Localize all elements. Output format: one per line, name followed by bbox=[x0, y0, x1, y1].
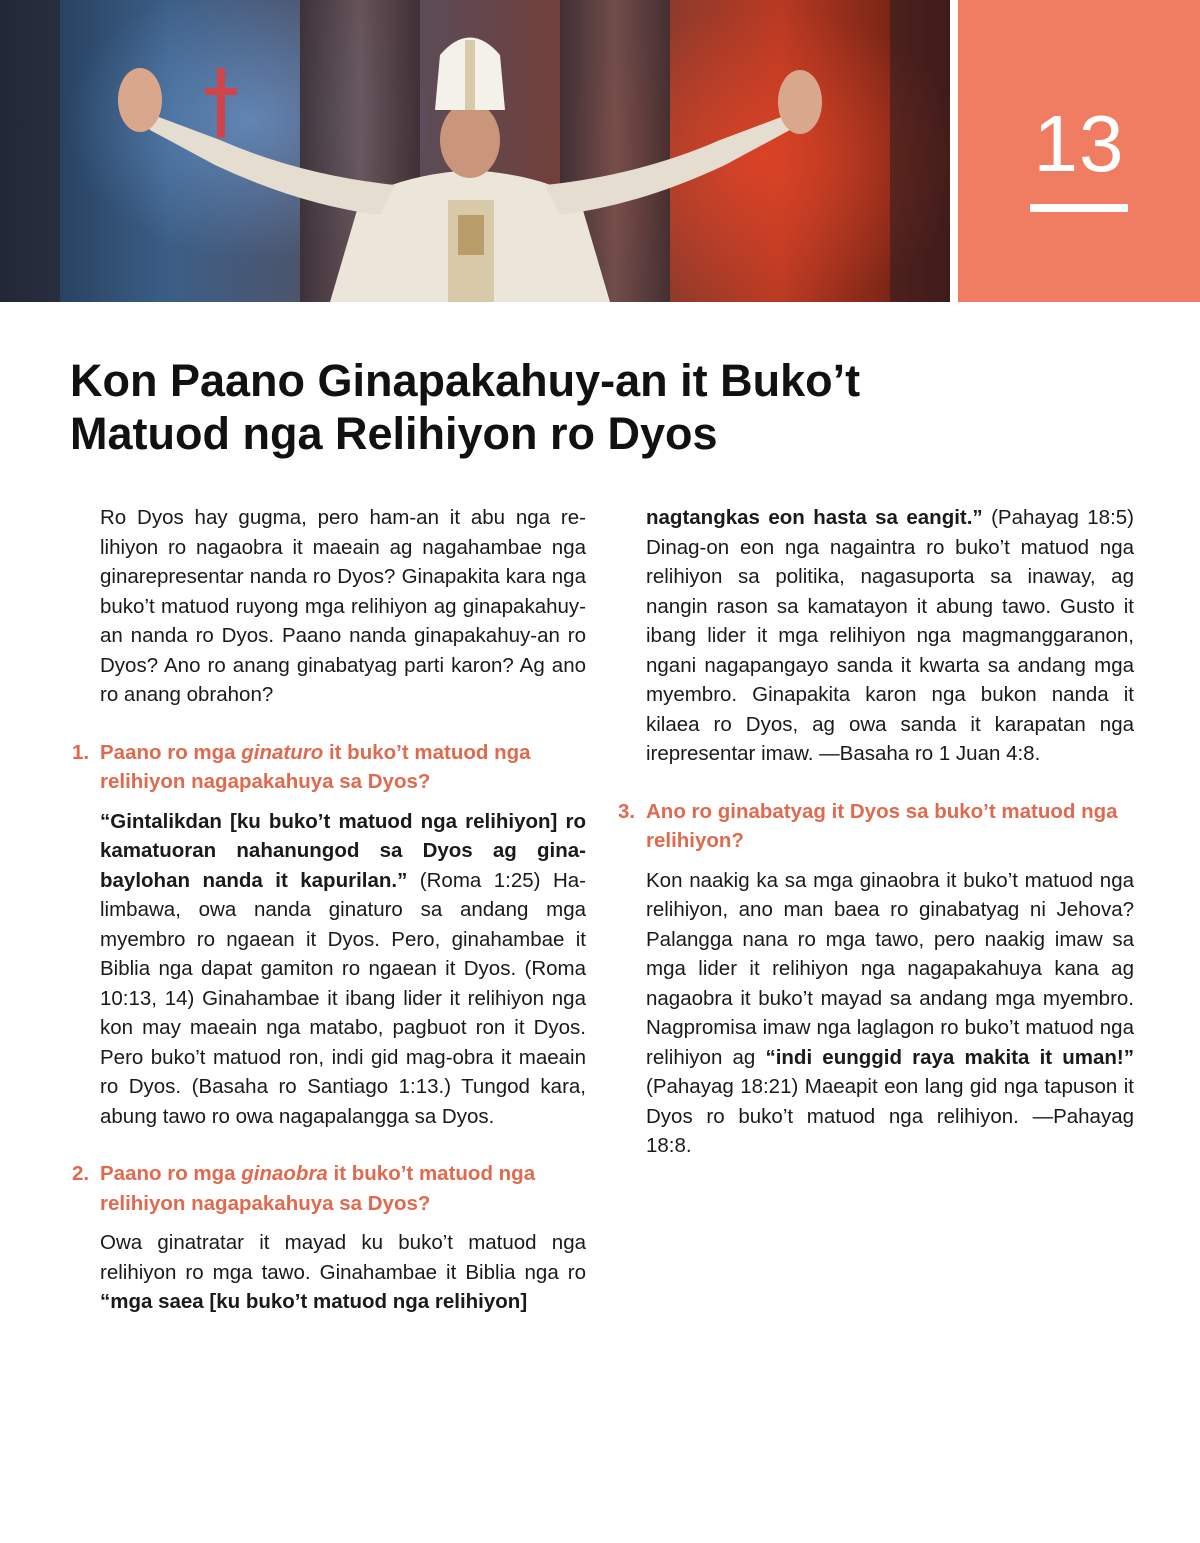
question-number: 1. bbox=[72, 740, 90, 764]
question-number: 3. bbox=[618, 799, 636, 823]
lesson-number-panel bbox=[958, 0, 1200, 302]
question-number: 2. bbox=[72, 1162, 90, 1185]
page-title-line-2: Matuod nga Relihiyon ro Dyos bbox=[70, 408, 718, 459]
lesson-number-underline bbox=[1030, 204, 1128, 212]
right-column bbox=[618, 503, 1134, 1161]
answer-paragraph-1: “Gintalikdan [ku buko’t matuod nga relihiyon] ro kamatuoran nahanungod sa Dyos ag ginabaylohan nanda it kapurilan.” (Roma 1:25) Halimbawa, owa nanda ginaturo sa andang mga myembro ro ngaean it Dyos. Pero, ginahambae it Biblia nga dapat gamiton ro ngaean it Dyos. (Roma 10:13, 14) Ginahambae it ibang lider it relihiyon nga kon may maeain nga matabo, pagbuot ron it Dyos. Pero buko’t matuod ron, indi gid mag-obra it maeain ro Dyos. (Basaha ro Santiago 1:13.) Tungod kara, abung tawo ro owa nagapalangga sa Dyos. bbox=[100, 809, 586, 1128]
question-heading-1: 1. Paano ro mga ginaturo it buko’t matuod nga relihiyon nagapakahuya sa Dyos? bbox=[100, 738, 586, 797]
question-emphasis: ginaobra bbox=[241, 1162, 328, 1185]
left-column bbox=[72, 503, 586, 1317]
scripture-quote-start: “mga saea [ku buko’t matuod nga relihiyon] bbox=[100, 1290, 528, 1313]
scripture-quote-end: nagtangkas eon hasta sa eangit.” bbox=[646, 506, 983, 529]
question-heading-3: 3. Ano ro ginabatyag it Dyos sa buko’t matuod nga relihiyon? bbox=[646, 797, 1134, 856]
answer-paragraph-2b: nagtangkas eon hasta sa eangit.” (Pahayag 18:5) Dinag-on eon nga nagaintra ro buko’t matuod nga relihiyon sa politika, nagasuporta sa inaway, ag nangin rason sa kamatayon it abung tawo. Gusto it ibang lider it mga relihiyon nga magmanggaranon, ngani nagapangayo sanda it kwarta sa andang mga myembro. Ginapakita karon nga bukon nanda it kilaea ro Dyos, ag owa sanda it karapatan nga irepresentar imaw. —Basaha ro 1 Juan 4:8. bbox=[646, 506, 1134, 765]
question-heading-2: 2. Paano ro mga ginaobra it buko’t matuod nga relihiyon nagapakahuya sa Dyos? bbox=[100, 1159, 586, 1218]
priest-figure bbox=[0, 0, 950, 302]
page-title-line-1: Kon Paano Ginapakahuy-an it Buko’t bbox=[70, 355, 861, 406]
answer-paragraph-2a: Owa ginatratar it mayad ku buko’t matuod nga relihiyon ro mga tawo. Ginahambae it Biblia nga ro “mga saea [ku buko’t matuod nga relihiyon] bbox=[100, 1231, 586, 1313]
intro-paragraph: Ro Dyos hay gugma, pero ham-an it abu nga relihiyon ro nagaobra it maeain ag nagahambae nga ginarepresentar nanda ro Dyos? Ginapakita kara nga buko’t matuod ruyong mga relihiyon ag ginapakahuy-an nanda ro Dyos. Paano nanda ginapakahuy-an ro Dyos? Ano ro anang ginabatyag parti karon? Ag ano ro anang obrahon? bbox=[100, 506, 586, 706]
lesson-number: 13 bbox=[1033, 99, 1125, 188]
scripture-quote: “Gintalikdan [ku buko’t matuod nga relihiyon] ro kamatuoran nahanungod sa Dyos ag ginabaylohan nanda it kapurilan.” bbox=[100, 809, 586, 892]
page-title bbox=[70, 354, 1130, 460]
question-emphasis: ginaturo bbox=[241, 740, 324, 764]
header-photo bbox=[0, 0, 950, 302]
answer-paragraph-3: Kon naakig ka sa mga ginaobra it buko’t matuod nga relihiyon, ano man baea ro ginabatyag ni Jehova? Palangga nana ro mga tawo, pero naakig imaw sa mga lider it relihiyon nga nagapakahuya kana ag nagaobra it buko’t mayad sa andang mga myembro. Nagpromisa imaw nga laglagon ro buko’t matuod nga relihiyon ag “indi eunggid raya makita it uman!” (Pahayag 18:21) Maeapit eon lang gid nga tapuson it Dyos ro buko’t matuod nga relihiyon. —Pahayag 18:8. bbox=[646, 868, 1134, 1157]
scripture-quote: “indi eunggid raya makita it uman!” bbox=[765, 1045, 1134, 1069]
